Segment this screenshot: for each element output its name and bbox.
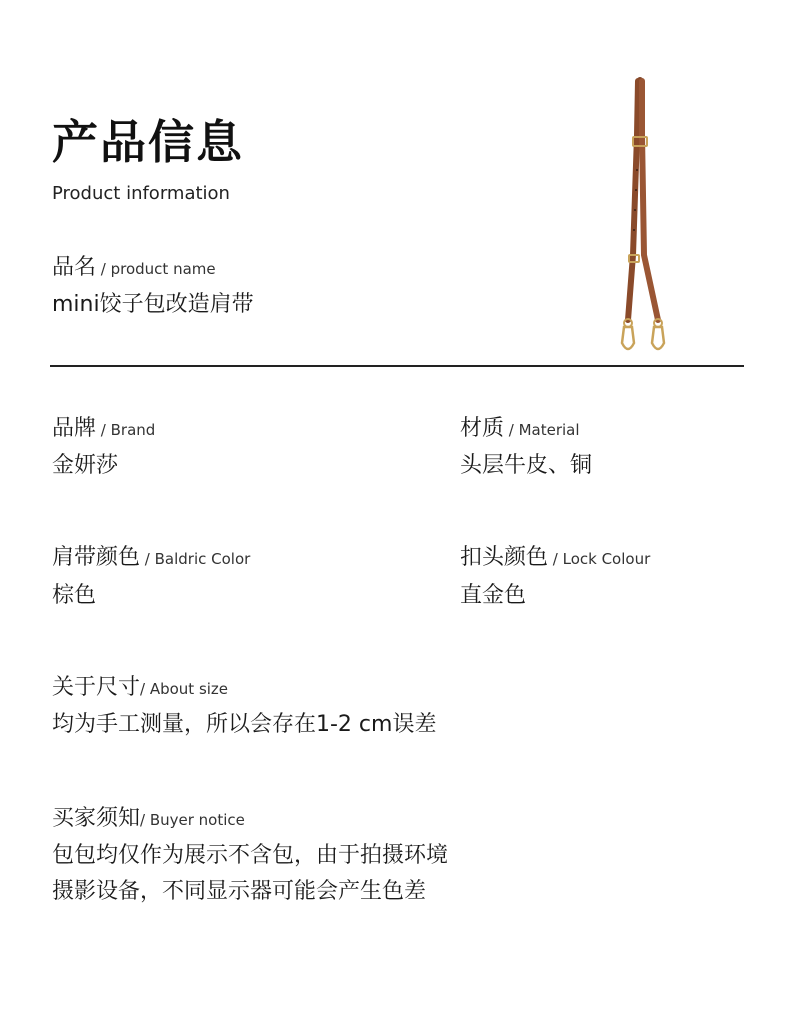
lock-colour-label-cn: 扣头颜色 bbox=[460, 545, 549, 570]
about-size-label bbox=[52, 673, 228, 704]
product-name-value: mini饺子包改造肩带 bbox=[52, 292, 254, 317]
baldric-color-value: 棕色 bbox=[52, 583, 97, 608]
baldric-color-label bbox=[52, 543, 250, 574]
about-size-value: 均为手工测量，所以会存在1-2 cm误差 bbox=[52, 712, 437, 737]
lock-colour-label bbox=[460, 543, 650, 574]
page-subtitle: Product information bbox=[52, 183, 230, 204]
brand-label-en: / Brand bbox=[96, 421, 156, 439]
baldric-color-label-cn: 肩带颜色 bbox=[52, 545, 141, 570]
lock-colour-label-en: / Lock Colour bbox=[548, 550, 651, 568]
strap-image bbox=[600, 75, 680, 360]
material-value: 头层牛皮、铜 bbox=[460, 453, 593, 478]
product-name-label-en: / product name bbox=[96, 260, 216, 278]
buyer-notice-label-en: / Buyer notice bbox=[140, 811, 245, 829]
material-label-cn: 材质 bbox=[460, 416, 505, 441]
about-size-label-en: / About size bbox=[140, 680, 229, 698]
buyer-notice-line-1: 包包均仅作为展示不含包，由于拍摄环境 bbox=[52, 843, 449, 868]
buyer-notice-label-cn: 买家须知 bbox=[52, 806, 141, 831]
product-name-label-cn: 品名 bbox=[52, 255, 97, 280]
material-label-en: / Material bbox=[504, 421, 580, 439]
page-title: 产品信息 bbox=[52, 115, 244, 169]
brand-label bbox=[52, 414, 155, 445]
material-label bbox=[460, 414, 580, 445]
about-size-label-cn: 关于尺寸 bbox=[52, 675, 141, 700]
section-divider bbox=[50, 365, 744, 367]
buyer-notice-label bbox=[52, 804, 245, 835]
brand-value: 金妍莎 bbox=[52, 453, 119, 478]
buyer-notice-line-2: 摄影设备，不同显示器可能会产生色差 bbox=[52, 879, 427, 904]
product-name-label bbox=[52, 253, 216, 284]
brand-label-cn: 品牌 bbox=[52, 416, 97, 441]
lock-colour-value: 直金色 bbox=[460, 583, 527, 608]
baldric-color-label-en: / Baldric Color bbox=[140, 550, 251, 568]
